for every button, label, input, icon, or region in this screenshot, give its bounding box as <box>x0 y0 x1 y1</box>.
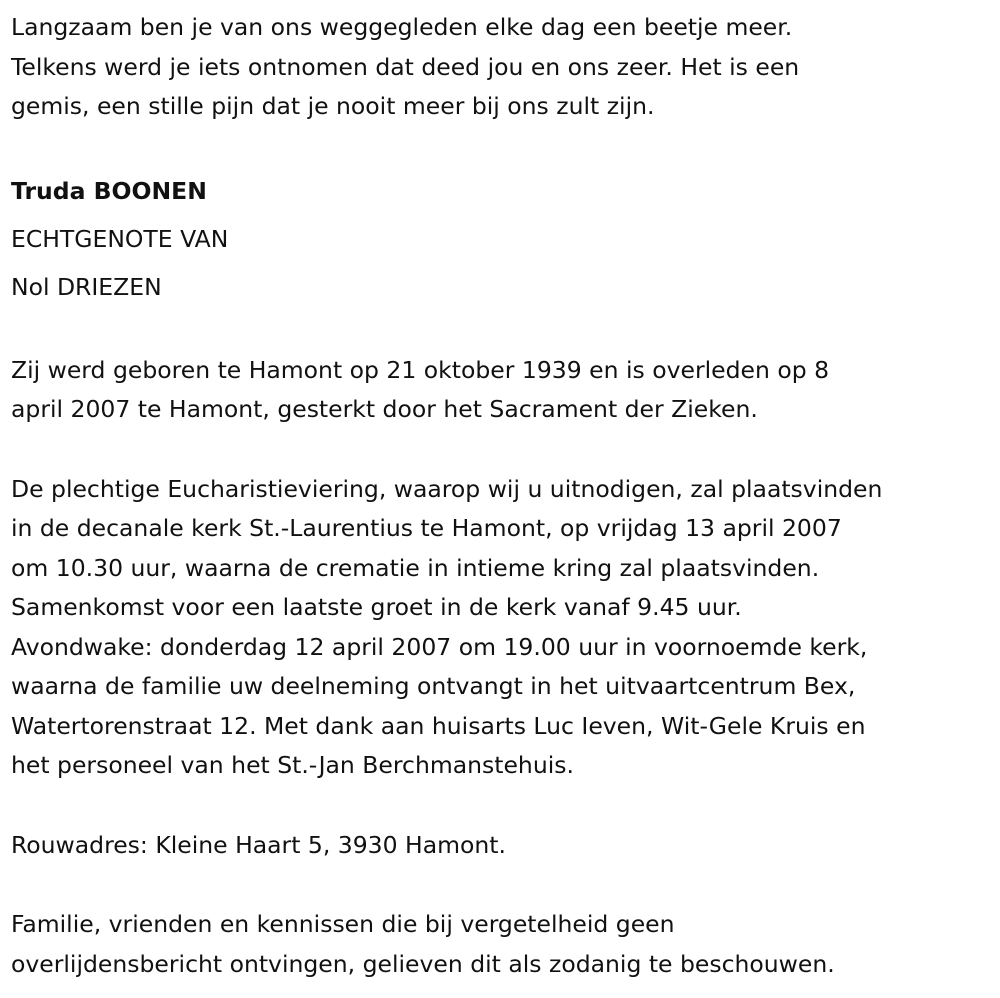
text-line: Zij werd geboren te Hamont op 21 oktober 1939 en is overleden op 8 <box>11 355 830 384</box>
name-block <box>11 167 1000 311</box>
text-line: om 10.30 uur, waarna de crematie in intieme kring zal plaatsvinden. <box>11 553 820 582</box>
text-line: Samenkomst voor een laatste groet in de kerk vanaf 9.45 uur. <box>11 593 742 621</box>
closing-paragraph <box>11 905 1000 984</box>
relation-label: ECHTGENOTE VAN <box>11 224 229 253</box>
text-line: in de decanale kerk St.-Laurentius te Hamont, op vrijdag 13 april 2007 <box>11 514 842 542</box>
text-line: Telkens werd je iets ontnomen dat deed jou en ons zeer. Het is een <box>11 52 800 81</box>
text-line: Avondwake: donderdag 12 april 2007 om 19.00 uur in voornoemde kerk, <box>11 632 868 661</box>
spouse-name: Nol DRIEZEN <box>11 272 162 301</box>
address-paragraph <box>11 826 1000 866</box>
text-line: De plechtige Eucharistieviering, waarop wij u uitnodigen, zal plaatsvinden <box>11 474 883 503</box>
birth-death-paragraph <box>11 351 1000 430</box>
text-line: Rouwadres: Kleine Haart 5, 3930 Hamont. <box>11 830 506 859</box>
text-line: het personeel van het St.-Jan Berchmanstehuis. <box>11 751 574 779</box>
intro-paragraph <box>11 8 1000 127</box>
text-line: Langzaam ben je van ons weggegleden elke dag een beetje meer. <box>11 13 793 41</box>
text-line: Watertorenstraat 12. Met dank aan huisarts Luc Ieven, Wit-Gele Kruis en <box>11 711 866 740</box>
text-line: gemis, een stille pijn dat je nooit meer bij ons zult zijn. <box>11 92 655 120</box>
text-line: waarna de familie uw deelneming ontvangt in het uitvaartcentrum Bex, <box>11 672 856 700</box>
text-line: Familie, vrienden en kennissen die bij vergetelheid geen <box>11 910 675 938</box>
obituary-document <box>11 8 1000 984</box>
deceased-name: Truda BOONEN <box>11 176 207 205</box>
text-line: overlijdensbericht ontvingen, gelieven dit als zodanig te beschouwen. <box>11 949 835 978</box>
ceremony-paragraph <box>11 470 1000 786</box>
text-line: april 2007 te Hamont, gesterkt door het Sacrament der Zieken. <box>11 395 758 423</box>
